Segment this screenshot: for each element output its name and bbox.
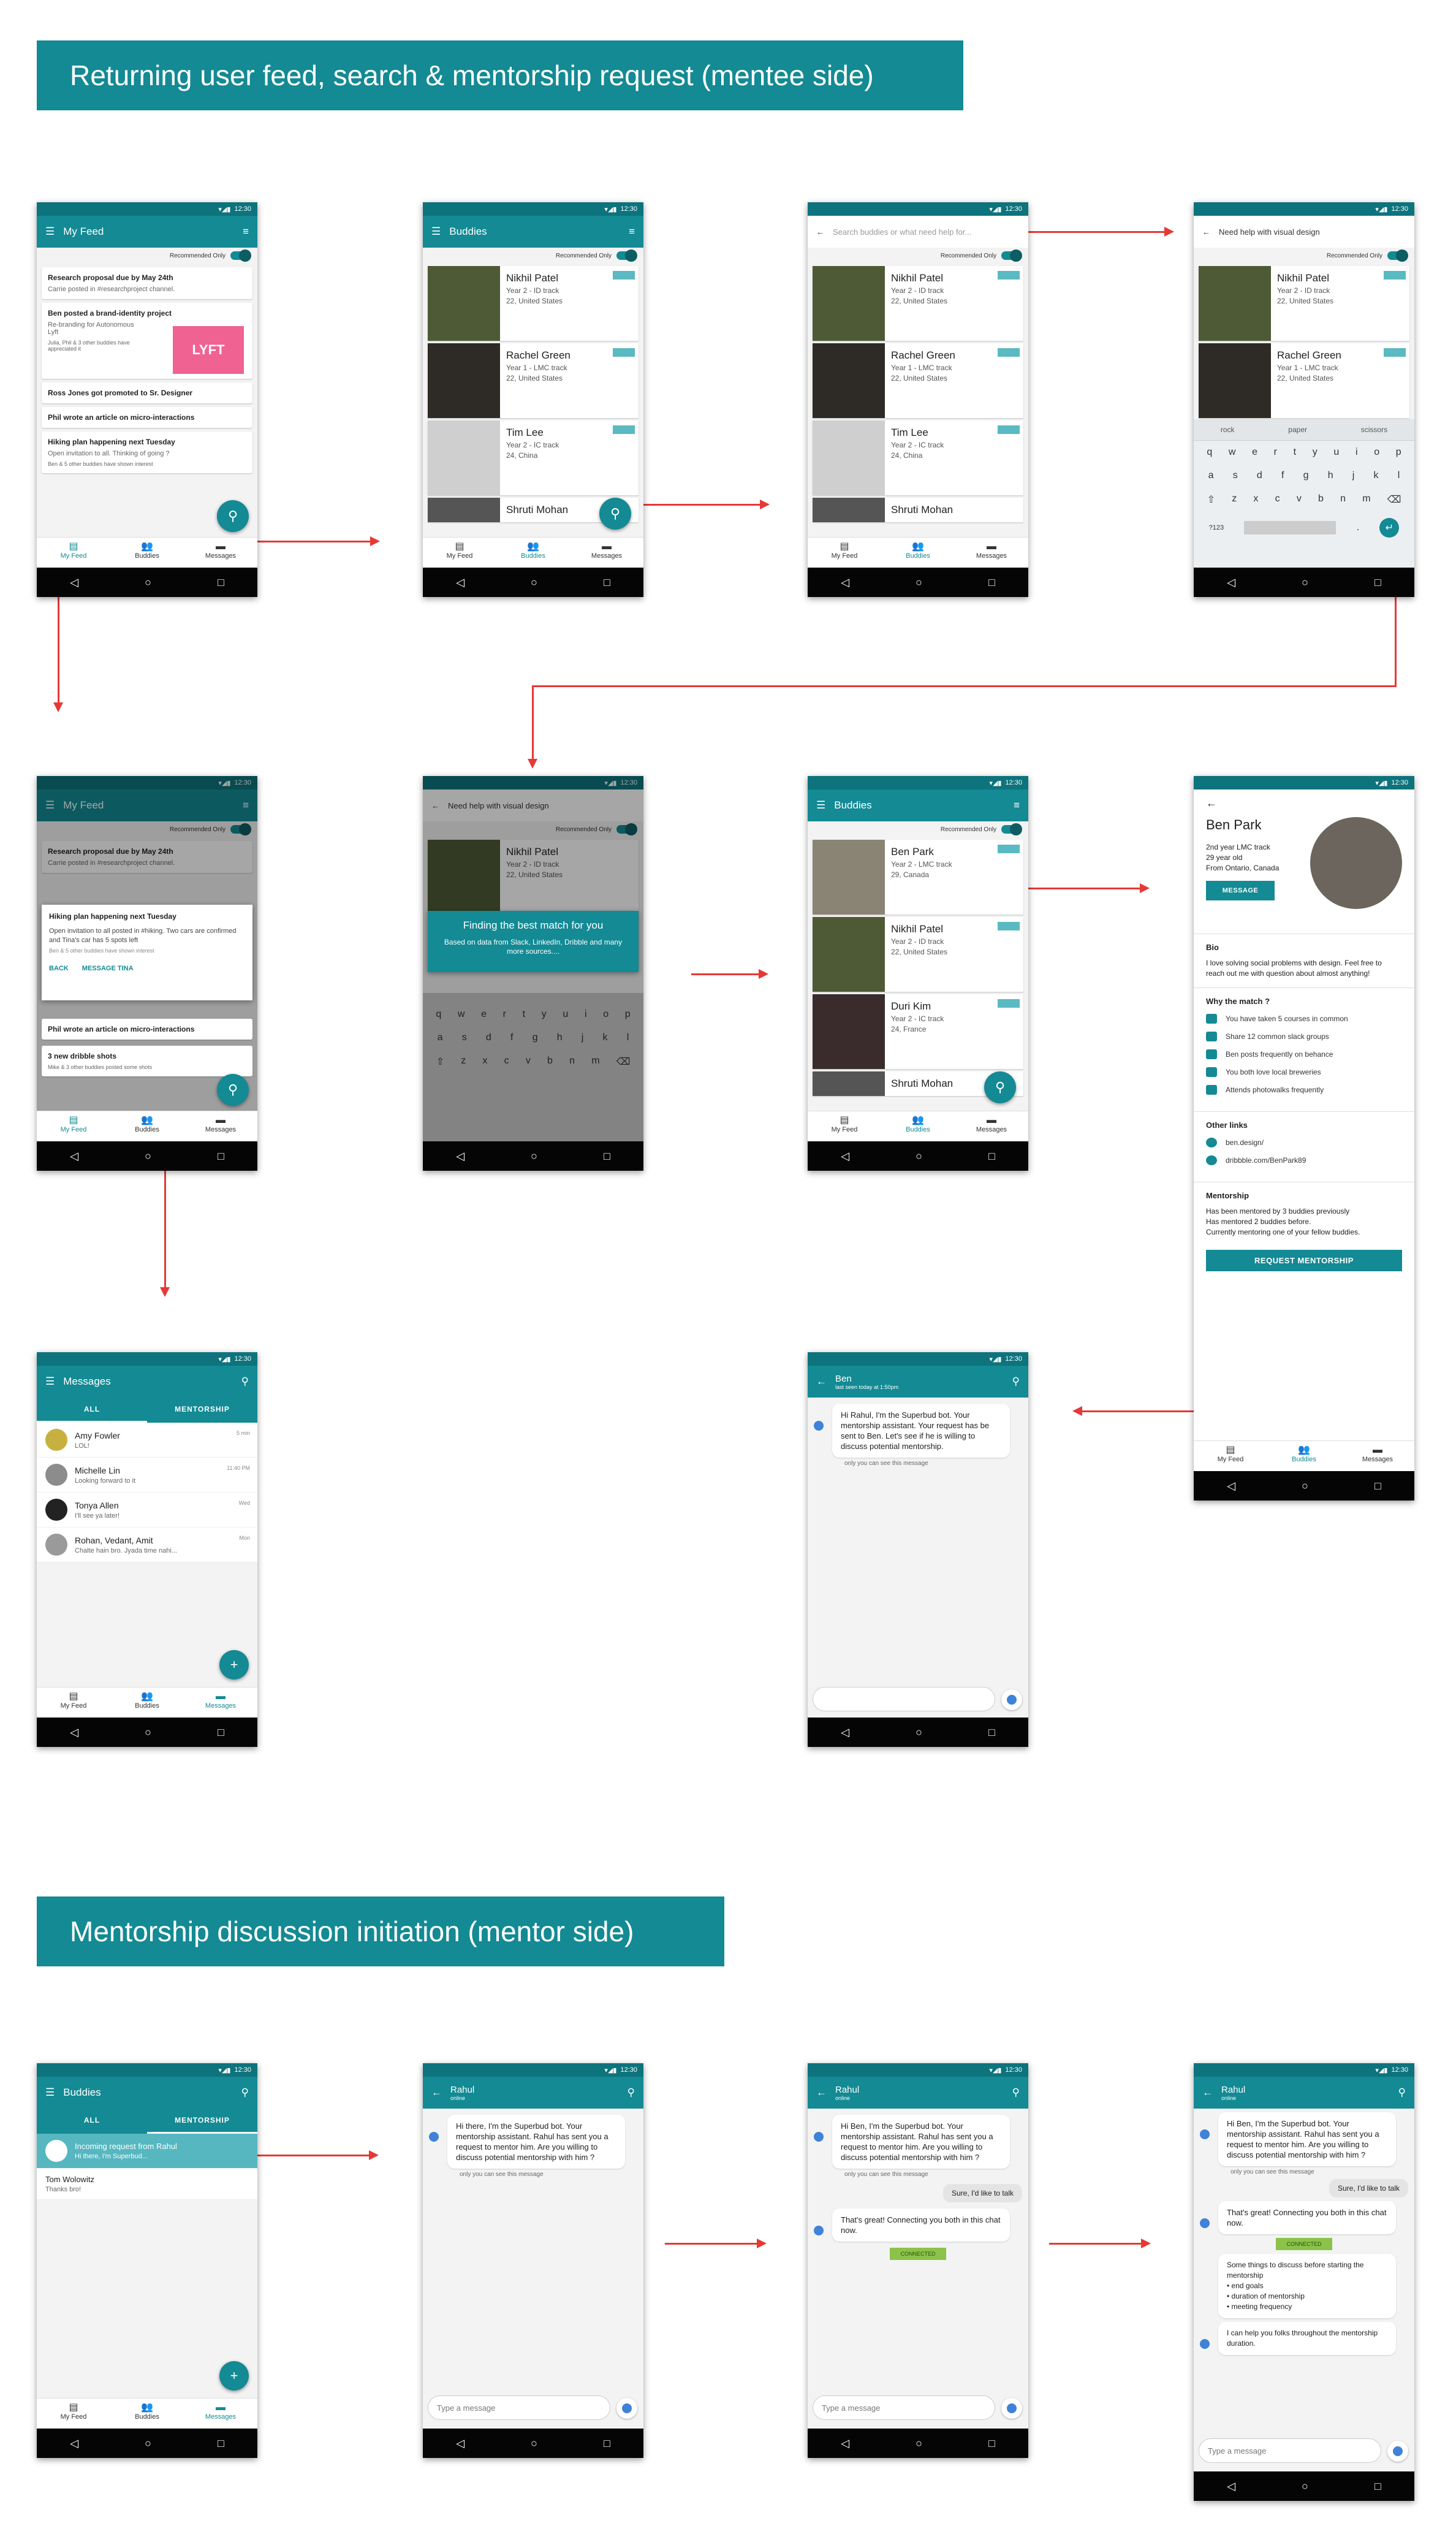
recommended-toggle[interactable] — [230, 251, 250, 260]
message-input[interactable]: Type a message — [428, 2395, 610, 2420]
screen-my-feed — [37, 202, 257, 597]
recents-icon: □ — [1374, 576, 1381, 588]
feed-card[interactable]: Research proposal due by May 24th Carrie posted in #researchproject channel. — [42, 267, 252, 299]
conversation-row[interactable]: Amy Fowler LOL! 5 min — [37, 1423, 257, 1458]
buddy-card[interactable]: Tim Lee Year 2 - IC track 24, China — [813, 420, 1023, 495]
matching-dialog: Finding the best match for you Based on data from Slack, LinkedIn, Dribble and many more sources.... — [428, 911, 639, 972]
message-tina-button[interactable]: MESSAGE TINA — [82, 965, 134, 972]
nav-buddies[interactable]: 👥 Buddies — [906, 541, 930, 560]
compose-fab[interactable] — [219, 1650, 249, 1680]
globe-icon — [1206, 1138, 1217, 1147]
screen-profile: ▾◢▮ 12:30 ← Ben Park 2nd year LMC track 29 year old From Ontario, Canada MESSAGE Bio I love solving social problems with design. Feel free to reach out me with question about almost anything! Why the match ? You have taken 5 courses in common Share 12 common slack groups Ben posts frequently on behance You both love local breweries Attends photowalks frequently Other links ben.design/ dribbble.com/BenPark89 Mentorship Has been mentored by 3 buddies previously Has mentored 2 buddies before. Currently mentoring one of your fellow buddies. REQUEST MENTORSHIP ▤ My Feed 👥 Buddies ▬ Messages ◁ ○ □ — [1194, 776, 1414, 1501]
shift-icon: ⇧ — [1207, 495, 1215, 505]
nav-my-feed[interactable]: ▤ My Feed — [423, 538, 496, 568]
chat-icon: ▬ — [216, 541, 226, 552]
bot-message: Hi Rahul, I'm the Superbud bot. Your mentorship assistant. Your request has be sent to Ben. Let's see if he is willing to discuss potential mentorship. — [832, 1404, 1010, 1458]
spacebar — [1244, 521, 1336, 534]
search-icon: ⚲ — [241, 1375, 249, 1387]
people-icon: 👥 — [141, 541, 153, 552]
incoming-request-row[interactable]: Incoming request from Rahul Hi there, I'm Superbud... — [37, 2134, 257, 2169]
match-badge — [613, 271, 635, 280]
search-fab[interactable] — [217, 500, 249, 532]
back-button[interactable]: BACK — [49, 965, 69, 972]
match-badge — [613, 348, 635, 357]
beer-icon — [1206, 1067, 1217, 1077]
screen-mentor-buddies: ▾◢▮ 12:30 ☰ Buddies ⚲ ALL MENTORSHIP Incoming request from Rahul Hi there, I'm Superbud... Tom Wolowitz Thanks bro! + ▤ My Feed 👥 Buddies ▬ Messages ◁ ○ □ — [37, 2063, 257, 2458]
home-icon: ○ — [916, 576, 922, 588]
nav-my-feed[interactable]: ▤ My Feed — [37, 538, 110, 568]
search-icon: ⚲ — [241, 2087, 249, 2098]
tab-all[interactable]: ALL — [83, 2116, 100, 2125]
buddy-photo — [428, 343, 500, 418]
status-bar: ▾◢▮ 12:30 — [37, 202, 257, 216]
home-icon[interactable]: ○ — [145, 576, 151, 588]
recommended-toggle[interactable] — [1001, 251, 1021, 260]
buddy-card[interactable]: Rachel Green Year 1 - LMC track 22, United States — [813, 343, 1023, 418]
screen-chat-rahul-1: ▾◢▮ 12:30 ← Rahul online ⚲ Hi there, I'm the Superbud bot. Your mentorship assistant. Rahul has sent you a request to mentor him. Are you willing to discuss potential mentorship with him ? only you can see this message Type a message ◁ ○ □ — [423, 2063, 643, 2458]
people-icon: 👥 — [527, 541, 539, 552]
page-title: My Feed — [63, 226, 104, 237]
back-icon: ◁ — [1227, 576, 1235, 588]
search-icon: ⚲ — [1012, 1375, 1020, 1387]
search-icon: ⚲ — [227, 508, 238, 523]
user-reply: Sure, I'd like to talk — [943, 2184, 1022, 2202]
buddy-card[interactable]: Nikhil Patel Year 2 - ID track 22, United States — [813, 917, 1023, 992]
menu-icon[interactable]: ☰ — [45, 226, 55, 237]
buddy-card[interactable]: Duri Kim Year 2 - IC track 24, France — [813, 994, 1023, 1069]
behance-icon — [1206, 1049, 1217, 1059]
buddy-card[interactable]: Nikhil Patel Year 2 - ID track 22, United States — [1199, 266, 1409, 341]
message-input[interactable]: Type a message — [1199, 2438, 1381, 2463]
page-title: Buddies — [449, 226, 487, 237]
message-button[interactable]: MESSAGE — [1206, 881, 1275, 900]
back-icon[interactable]: ◁ — [70, 576, 78, 588]
menu-icon[interactable]: ☰ — [431, 226, 441, 237]
buddy-card[interactable]: Shruti Mohan — [428, 498, 639, 522]
conversation-row[interactable]: Rohan, Vedant, Amit Chalte hain bro. Jyada time nahi... Mon — [37, 1527, 257, 1562]
search-icon: ⚲ — [610, 506, 621, 521]
message-input[interactable] — [813, 1687, 995, 1711]
feed-card[interactable]: Hiking plan happening next Tuesday Open invitation to all. Thinking of going ? Ben & 5 other buddies have shown interest — [42, 432, 252, 473]
conversation-row[interactable]: Tom Wolowitz Thanks bro! — [37, 2169, 257, 2200]
buddy-card[interactable]: Tim Lee Year 2 - IC track 24, China — [428, 420, 639, 495]
send-button[interactable] — [1001, 2398, 1022, 2419]
home-icon: ○ — [1302, 576, 1308, 588]
feed-icon: ▤ — [69, 541, 78, 552]
screen-feed-expanded: ▾◢▮ 12:30 ☰ My Feed ≡ Recommended Only Research proposal due by May 24th Carrie posted in #researchproject channel. Hiking plan happening next Tuesday Open invitation to all posted in #hiking. Two cars are confirmed and Tina's car has 5 spots left Ben & 5 other buddies have shown interest BACK MESSAGE TINA Phil wrote an article on micro-interactions 3 new dribble shots Mike & 3 other buddies posted some shots ⚲ ▤ My Feed 👥 Buddies ▬ Messages ◁ ○ □ — [37, 776, 257, 1171]
nav-buddies[interactable]: 👥 Buddies — [110, 538, 184, 568]
send-button[interactable] — [1001, 1689, 1022, 1710]
search-input[interactable]: Need help with visual design — [1219, 227, 1320, 237]
link-website[interactable]: ben.design/ — [1226, 1138, 1264, 1147]
recommended-toggle[interactable] — [1387, 251, 1407, 260]
camera-icon — [1206, 1085, 1217, 1095]
filter-icon: ≡ — [243, 799, 249, 811]
menu-icon: ☰ — [45, 1375, 55, 1387]
match-badge — [613, 425, 635, 434]
search-fab[interactable] — [217, 1074, 249, 1106]
feed-card[interactable]: Phil wrote an article on micro-interactions — [42, 407, 252, 428]
search-fab[interactable]: ⚲ — [984, 1071, 1016, 1103]
buddy-photo — [428, 420, 500, 495]
menu-icon: ☰ — [816, 799, 826, 811]
nav-my-feed[interactable]: ▤ My Feed — [831, 541, 858, 560]
chat-icon: ▬ — [602, 541, 612, 552]
expanded-card[interactable]: Hiking plan happening next Tuesday Open invitation to all posted in #hiking. Two cars are confirmed and Tina's car has 5 spots left Ben & 5 other buddies have shown interest BACK MESSAGE TINA — [42, 905, 252, 1000]
back-arrow-icon[interactable]: ← — [1206, 797, 1217, 809]
nav-messages[interactable]: ▬ Messages — [570, 538, 643, 568]
connected-badge: CONNECTED — [890, 2248, 946, 2260]
menu-icon: ☰ — [45, 2087, 55, 2098]
feed-card[interactable]: Ross Jones got promoted to Sr. Designer — [42, 382, 252, 403]
filter-icon[interactable]: ≡ — [243, 226, 249, 237]
screen-messages: ▾◢▮ 12:30 ☰ Messages ⚲ ALL MENTORSHIP Amy Fowler LOL! 5 min Michelle Lin Looking forward to it 11:40 PM Tonya Allen I'll see ya later! Wed Rohan, Vedant, Amit Chalte hain bro. Jyada time nahi... Mon + ▤ My Feed 👥 Buddies ▬ Messages ◁ ○ □ — [37, 1352, 257, 1747]
section-title-mentor: Mentorship discussion initiation (mentor side) — [37, 1896, 724, 1966]
back-arrow-icon[interactable]: ← — [816, 1375, 827, 1387]
conversation-row[interactable]: Tonya Allen I'll see ya later! Wed — [37, 1493, 257, 1527]
screen-buddies-results: ▾◢▮ 12:30 ☰ Buddies ≡ Recommended Only Ben Park Year 2 - LMC track 29, Canada Nikhil Patel Year 2 - ID track 22, United States Duri Kim Year 2 - IC track 24, France Shruti Mohan ⚲ ▤ My Feed 👥 Buddies ▬ Messages ◁ ○ □ — [808, 776, 1028, 1171]
search-input[interactable]: Search buddies or what need help for... — [833, 227, 972, 237]
profile-photo — [1310, 817, 1402, 909]
buddy-photo — [428, 266, 500, 341]
back-icon: ◁ — [841, 576, 849, 588]
plus-icon: + — [230, 1657, 238, 1672]
screen-search-typing: ▾◢▮ 12:30 ← Need help with visual design Recommended Only Nikhil Patel Year 2 - ID track 22, United States Rachel Green Year 1 - LMC track 22, United States rock paper scissors q w e r t y u i o p a s d f g h j k l ⇧ z x c v b n m ⌫ ?123 . ↵ ◁ ○ □ — [1194, 202, 1414, 597]
search-icon: ⚲ — [227, 1082, 238, 1097]
feed-icon: ▤ — [455, 541, 464, 552]
request-mentorship-button[interactable]: REQUEST MENTORSHIP — [1206, 1250, 1402, 1271]
buddy-card[interactable]: Nikhil Patel Year 2 - ID track 22, United States — [428, 266, 639, 341]
slack-icon — [1206, 1032, 1217, 1041]
book-icon — [1206, 1014, 1217, 1024]
recents-icon: □ — [988, 576, 995, 588]
buddy-card[interactable]: Shruti Mohan — [813, 498, 1023, 522]
screen-chat-rahul-2: ▾◢▮ 12:30 ← Rahul online ⚲ Hi Ben, I'm the Superbud bot. Your mentorship assistant. Rahul has sent you a request to mentor him. Are you willing to discuss potential mentorship with him ? only you can see this message Sure, I'd like to talk That's great! Connecting you both in this chat now. CONNECTED Type a message ◁ ○ □ — [808, 2063, 1028, 2458]
home-icon: ○ — [531, 576, 537, 588]
link-dribbble[interactable]: dribbble.com/BenPark89 — [1226, 1156, 1306, 1165]
back-arrow-icon[interactable]: ← — [816, 227, 824, 237]
keyboard[interactable]: rock paper scissors q w e r t y u i o p a s d f g h j k l ⇧ z x c v b n m ⌫ ?123 . ↵ — [1194, 419, 1414, 568]
tab-mentorship[interactable]: MENTORSHIP — [147, 2109, 257, 2134]
backspace-icon: ⌫ — [1387, 495, 1401, 505]
conversation-row[interactable]: Michelle Lin Looking forward to it 11:40 PM — [37, 1458, 257, 1493]
project-thumbnail: LYFT — [173, 326, 244, 374]
back-arrow-icon[interactable]: ← — [431, 2087, 442, 2098]
screen-chat-rahul-3: ▾◢▮ 12:30 ← Rahul online ⚲ Hi Ben, I'm the Superbud bot. Your mentorship assistant. Rahul has sent you a request to mentor him. Are you willing to discuss potential mentorship with him ? only you can see this message Sure, I'd like to talk That's great! Connecting you both in this chat now. CONNECTED Some things to discuss before starting the mentorship • end goals • duration of mentorship • meeting frequency I can help you folks throughout the mentorship duration. Type a message ◁ ○ □ — [1194, 2063, 1414, 2501]
recommended-toggle[interactable] — [616, 251, 636, 260]
buddy-card[interactable]: Rachel Green Year 1 - LMC track 22, United States — [1199, 343, 1409, 418]
nav-messages[interactable]: ▬ Messages — [184, 538, 257, 568]
search-fab[interactable] — [599, 498, 631, 530]
dribbble-icon — [1206, 1155, 1217, 1165]
tab-all[interactable]: ALL — [37, 1398, 147, 1423]
menu-icon: ☰ — [45, 799, 55, 811]
nav-messages[interactable]: ▬ Messages — [976, 541, 1007, 560]
compose-fab[interactable]: + — [219, 2361, 249, 2391]
screen-finding-match: ▾◢▮ 12:30 ← Need help with visual design Recommended Only Nikhil Patel Year 2 - ID track 22, United States q w e r t y u i o p a s d f g h j k l ⇧ z x c v b n m ⌫ Finding the best match for you Based on data from Slack, LinkedIn, Dribble and many more sources.... ◁ ○ □ — [423, 776, 643, 1171]
recents-icon: □ — [604, 576, 610, 588]
feed-card[interactable]: Ben posted a brand-identity project Re-branding for Autonomous Lyft Julia, Phil & 3 other buddies have appreciated it LYFT — [42, 303, 252, 379]
message-input[interactable]: Type a message — [813, 2395, 995, 2420]
recents-icon[interactable]: □ — [218, 576, 224, 588]
screen-search: ▾◢▮ 12:30 ← Search buddies or what need help for... Recommended Only Nikhil Patel Year 2 - ID track 22, United States Rachel Green Year 1 - LMC track 22, United States Tim Lee Year 2 - IC track 24, China Shruti Mohan ▤ My Feed 👥 Buddies ▬ Messages ◁ ○ □ — [808, 202, 1028, 597]
buddy-card[interactable]: Rachel Green Year 1 - LMC track 22, United States — [428, 343, 639, 418]
send-button[interactable] — [1387, 2441, 1408, 2462]
enter-icon: ↵ — [1379, 518, 1399, 538]
toggle-label: Recommended Only — [169, 252, 226, 259]
back-arrow-icon[interactable]: ← — [1202, 227, 1210, 237]
screen-buddies: ▾◢▮ 12:30 ☰ Buddies ≡ Recommended Only Nikhil Patel Year 2 - ID track 22, United States Rachel Green Year 1 - LMC track 22, United States Tim Lee Year 2 - IC track 24, China Shruti Mohan ⚲ ▤ My Feed 👥 Buddies ▬ Messages ◁ ○ □ — [423, 202, 643, 597]
section-title-mentee: Returning user feed, search & mentorship request (mentee side) — [37, 40, 963, 110]
screen-chat-ben: ▾◢▮ 12:30 ← Ben last seen today at 1:50pm ⚲ Hi Rahul, I'm the Superbud bot. Your mentorship assistant. Your request has be sent to Ben. Let's see if he is willing to discuss potential mentorship. only you can see this message ◁ ○ □ — [808, 1352, 1028, 1747]
buddy-card-ben[interactable]: Ben Park Year 2 - LMC track 29, Canada — [813, 840, 1023, 915]
back-icon: ◁ — [456, 576, 464, 588]
profile-name: Ben Park — [1206, 817, 1262, 832]
buddy-card[interactable]: Nikhil Patel Year 2 - ID track 22, United States — [813, 266, 1023, 341]
tab-mentorship[interactable]: MENTORSHIP — [175, 1405, 230, 1413]
nav-buddies[interactable]: 👥 Buddies — [496, 538, 570, 568]
filter-icon[interactable]: ≡ — [629, 226, 635, 237]
send-button[interactable] — [616, 2398, 637, 2419]
